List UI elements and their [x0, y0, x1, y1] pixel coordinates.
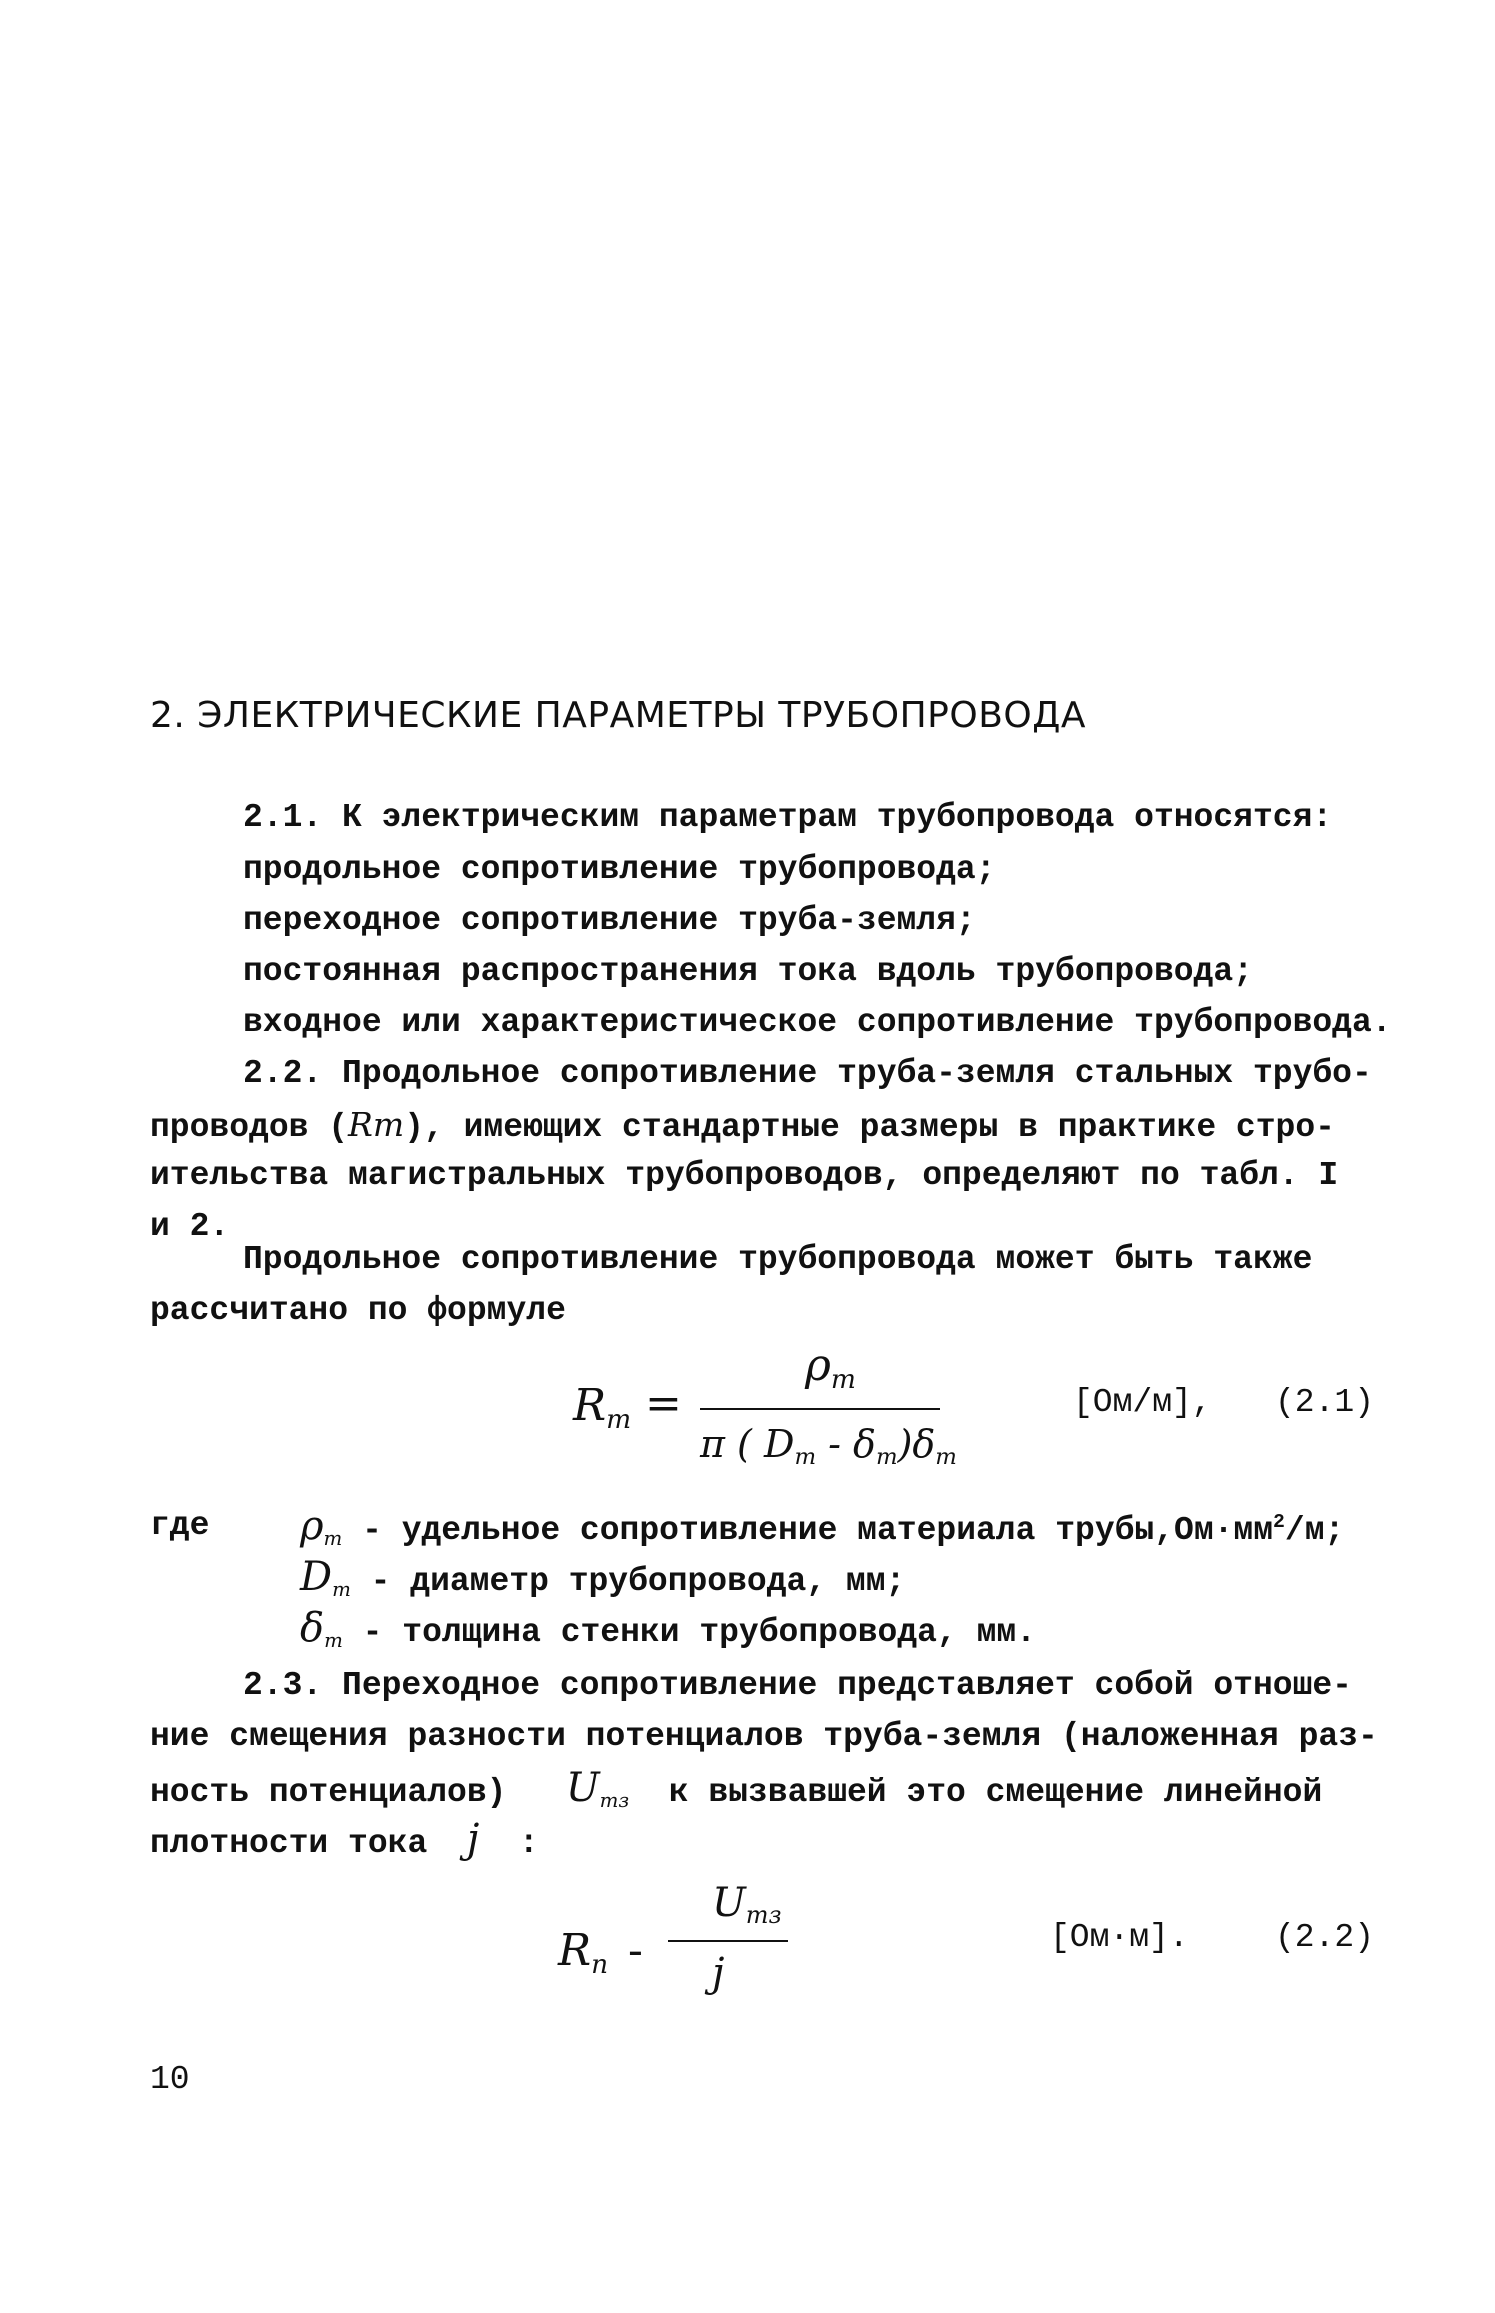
eq1-fraction-bar: [700, 1408, 940, 1410]
eq1-equals: =: [645, 1378, 682, 1429]
section-title: 2. ЭЛЕКТРИЧЕСКИЕ ПАРАМЕТРЫ ТРУБОПРОВОДА: [150, 695, 1086, 736]
p21-line5: входное или характеристическое сопротивление трубопровода.: [243, 1004, 1392, 1041]
eq2-units: [Ом·м].: [1050, 1919, 1189, 1956]
eq2-number: (2.2): [1275, 1919, 1375, 1956]
p22-line2-b: ), имеющих стандартные размеры в практике стро-: [404, 1109, 1335, 1146]
p24-line4: плотности тока j :: [150, 1816, 539, 1862]
p23-line2: рассчитано по формуле: [150, 1292, 566, 1329]
eq1-denominator: π ( $D_т - \delta_т)\delta_т$: [700, 1422, 957, 1470]
p24-line2: ние смещения разности потенциалов труба-земля (наложенная раз-: [150, 1718, 1378, 1755]
p23-line1: Продольное сопротивление трубопровода может быть также: [243, 1241, 1313, 1278]
page-number: 10: [150, 2061, 190, 2098]
symbol-j: j: [466, 1816, 480, 1862]
eq2-numerator: $U_{тз}$: [712, 1880, 782, 1930]
p24-line1: 2.3. Переходное сопротивление представляет собой отноше-: [243, 1667, 1352, 1704]
p21-line2: продольное сопротивление трубопровода;: [243, 851, 996, 888]
where-row-thickness: $\delta_т$ - толщина стенки трубопровода, мм.: [300, 1605, 1036, 1652]
p22-line2-a: проводов (: [150, 1109, 349, 1146]
eq2-denominator: j: [712, 1950, 725, 1996]
eq2-fraction-bar: [668, 1940, 788, 1942]
eq1-lhs: $R_т$: [573, 1380, 632, 1435]
symbol-rt: Rт: [348, 1105, 405, 1144]
eq1-numerator: $\rho_т$: [805, 1340, 856, 1395]
p22-line4: и 2.: [150, 1208, 230, 1245]
p21-line4: постоянная распространения тока вдоль трубопровода;: [243, 953, 1253, 990]
eq2-minus: -: [628, 1925, 643, 1976]
eq2-lhs: $R_п$: [558, 1925, 609, 1980]
p22-line1: 2.2. Продольное сопротивление труба-земля стальных трубо-: [243, 1055, 1372, 1092]
p21-line3: переходное сопротивление труба-земля;: [243, 902, 976, 939]
eq1-units: [Ом/м],: [1073, 1384, 1212, 1421]
p22-line3: ительства магистральных трубопроводов, определяют по табл. I: [150, 1157, 1339, 1194]
eq1-number: (2.1): [1275, 1384, 1375, 1421]
p21-line1: 2.1. К электрическим параметрам трубопровода относятся:: [243, 799, 1333, 836]
p24-line3: ность потенциалов) $U_{тз}$ к вызвавшей это смещение линейной: [150, 1765, 1323, 1812]
p22-line2: [150, 1107, 1335, 1146]
where-row-diameter: $D_т$ - диаметр трубопровода, мм;: [300, 1554, 906, 1601]
symbol-utz: U: [565, 1765, 600, 1811]
where-label: где: [150, 1507, 210, 1544]
where-row-rho: $\rho_т$ - удельное сопротивление материала $трубы,Ом\cdot мм^2/м$;: [300, 1503, 1345, 1550]
